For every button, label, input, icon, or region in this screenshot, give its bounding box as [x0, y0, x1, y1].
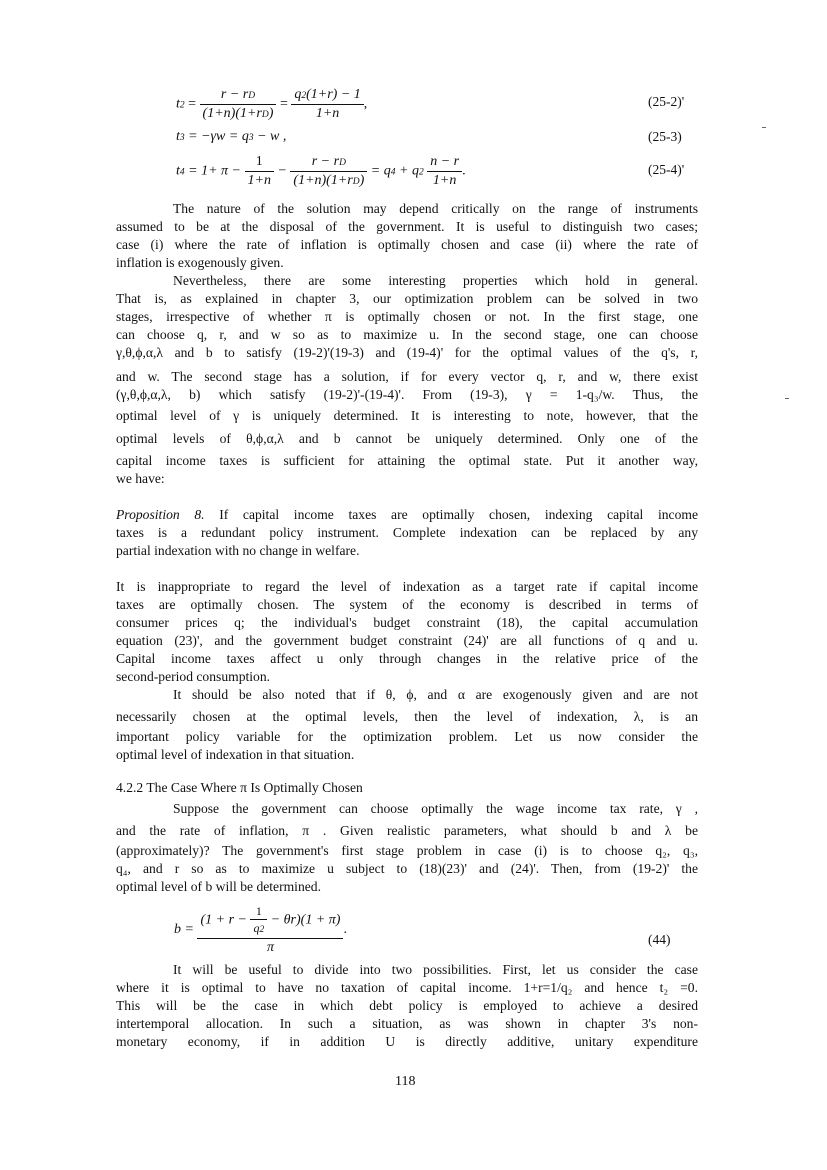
paragraph-line: stages, irrespective of whether π is optimally chosen or not. In the first stage, one [116, 309, 698, 324]
paragraph-line: second-period consumption. [116, 669, 271, 684]
paragraph-line: q₄, and r so as to maximize u subject to (18)(23)' and (24)'. Then, from (19-2)' the [116, 861, 698, 876]
paragraph-line: taxes are optimally chosen. The system of the economy is described in terms of [116, 597, 698, 612]
equation-44: b = (1 + r − $\frac{1}{q2}$ − θr)(1 + π) π . [174, 904, 347, 955]
equation-25-4: t4 = 1+ π − $\frac{1}{1+n}$ − $\frac{r - rD}{(1+n)(1+rD)}$ = q4 + q2 $\frac{n - r}{1+n}$ . [176, 154, 466, 188]
paragraph-line: we have: [116, 471, 165, 486]
paragraph-line: Capital income taxes affect u only through changes in the relative price of the [116, 651, 698, 666]
page-number: 118 [395, 1074, 416, 1089]
equation-number: (25-4)' [648, 162, 685, 177]
equation-25-2: t2 = $\frac{r - rD}{(1+n)(1+rD)}$ = $\frac{q2(1+r) - 1}{1+n}$ , [176, 87, 368, 121]
fraction: (1 + r − $\frac{1}{q2}$ − θr)(1 + π) π [197, 905, 343, 955]
paragraph-line: That is, as explained in chapter 3, our optimization problem can be solved in two [116, 291, 698, 306]
paragraph-line: It will be useful to divide into two possibilities. First, let us consider the case [173, 962, 698, 977]
paragraph-line: optimal levels of θ,ϕ,α,λ and b cannot be uniquely determined. Only one of the [116, 431, 698, 446]
paragraph-line: (approximately)? The government's first stage problem in case (i) is to choose q₂, q₃, [116, 843, 698, 858]
paragraph-line: necessarily chosen at the optimal levels, then the level of indexation, λ, is an [116, 709, 698, 724]
paragraph-line: The nature of the solution may depend critically on the range of instruments [173, 201, 698, 216]
paragraph-line: inflation is exogenously given. [116, 255, 284, 270]
proposition-line: taxes is a redundant policy instrument. Complete indexation can be replaced by any [116, 525, 698, 540]
paragraph-line: can choose q, r, and w so as to maximize u. In the second stage, one can choose [116, 327, 698, 342]
paragraph-line: γ,θ,ϕ,α,λ and b to satisfy (19-2)'(19-3) and (19-4)' for the optimal values of the q's, r, [116, 345, 698, 360]
paragraph-line: and the rate of inflation, π . Given realistic parameters, what should b and λ be [116, 823, 698, 838]
equation-25-3: t3 = −γw = q3 − w , [176, 129, 287, 144]
paragraph-line: intertemporal allocation. In such a situation, as was shown in chapter 3's non- [116, 1016, 698, 1031]
paragraph-line: Suppose the government can choose optimally the wage income tax rate, γ , [173, 801, 698, 816]
paragraph-line: optimal level of b will be determined. [116, 879, 321, 894]
paragraph-line: optimal level of γ is uniquely determined. It is interesting to note, however, that the [116, 408, 698, 423]
scan-mark [762, 127, 766, 128]
paragraph-line: optimal level of indexation in that situation. [116, 747, 355, 762]
paragraph-line: It is inappropriate to regard the level of indexation as a target rate if capital income [116, 579, 698, 594]
fraction: $\frac{q2(1+r) - 1}{1+n}$ [291, 88, 363, 121]
scan-mark [785, 398, 789, 399]
paragraph-line: Nevertheless, there are some interesting properties which hold in general. [173, 273, 698, 288]
paragraph-line: equation (23)', and the government budget constraint (24)' are all functions of q and u. [116, 633, 698, 648]
paragraph-line: important policy variable for the optimization problem. Let us now consider the [116, 729, 698, 744]
paragraph-line: This will be the case in which debt policy is employed to achieve a desired [116, 998, 698, 1013]
fraction: $\frac{n - r}{1+n}$ [427, 155, 462, 188]
paragraph-line: case (i) where the rate of inflation is optimally chosen and case (ii) where the rate of [116, 237, 698, 252]
paragraph-line: capital income taxes is sufficient for attaining the optimal state. Put it another way, [116, 453, 698, 468]
paragraph-line: consumer prices q; the individual's budget constraint (18), the capital accumulation [116, 615, 698, 630]
fraction: $\frac{1}{q2}$ [250, 905, 267, 936]
paragraph-line: where it is optimal to have no taxation of capital income. 1+r=1/q₂ and hence t₂ =0. [116, 980, 698, 995]
fraction: $\frac{r - rD}{(1+n)(1+rD)}$ [290, 155, 367, 188]
paragraph-line: monetary economy, if in addition U is directly additive, unitary expenditure [116, 1034, 698, 1049]
equation-number: (44) [648, 932, 671, 947]
equation-number: (25-3) [648, 129, 682, 144]
paragraph-line: It should be also noted that if θ, ϕ, and α are exogenously given and are not [173, 687, 698, 702]
section-heading: 4.2.2 The Case Where π Is Optimally Chosen [116, 780, 363, 795]
fraction: $\frac{1}{1+n}$ [245, 155, 274, 188]
paragraph-line: (γ,θ,ϕ,α,λ, b) which satisfy (19-2)'-(19-4)'. From (19-3), γ = 1-q₃/w. Thus, the [116, 387, 698, 402]
equation-number: (25-2)' [648, 94, 685, 109]
paragraph-line: and w. The second stage has a solution, if for every vector q, r, and w, there exist [116, 369, 698, 384]
proposition-line: partial indexation with no change in welfare. [116, 543, 360, 558]
proposition-line: Proposition 8. If capital income taxes are optimally chosen, indexing capital income [116, 507, 698, 522]
paragraph-line: assumed to be at the disposal of the government. It is useful to distinguish two cases; [116, 219, 698, 234]
fraction: $\frac{r - rD}{(1+n)(1+rD)}$ [200, 88, 277, 121]
proposition-label: Proposition 8. [116, 507, 205, 522]
